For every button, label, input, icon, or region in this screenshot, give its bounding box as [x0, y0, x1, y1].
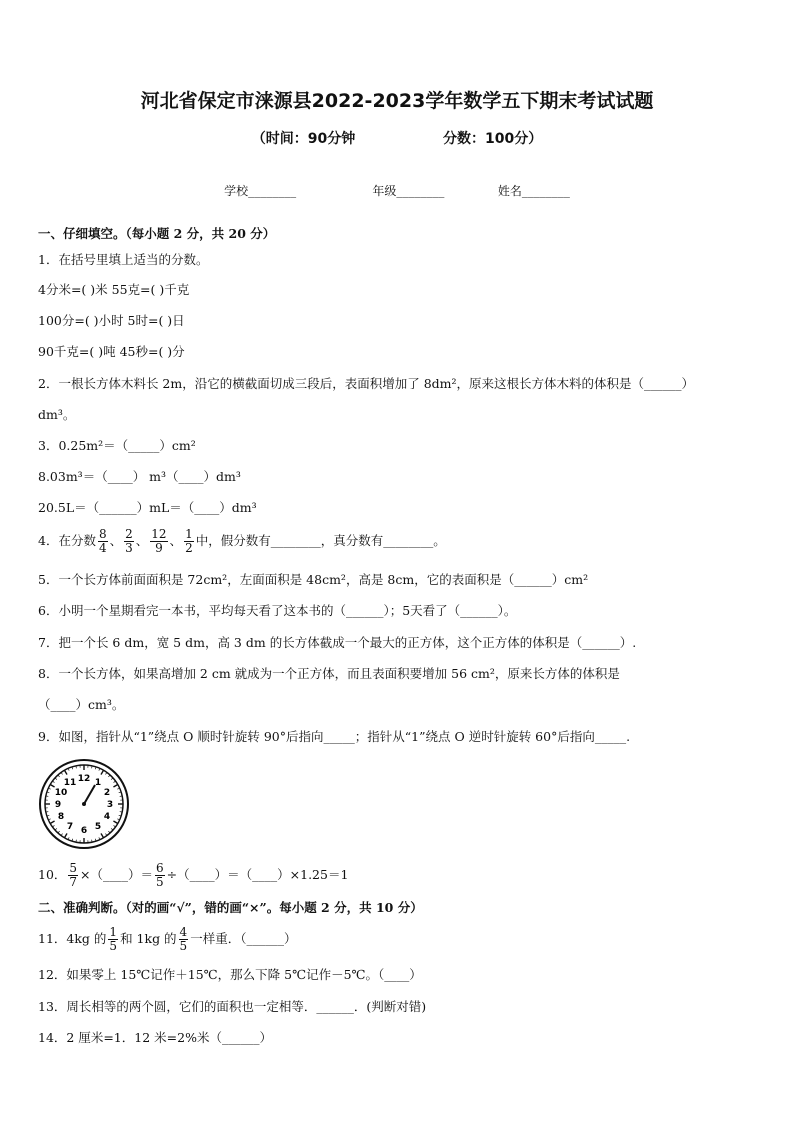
question-11-prefix: 11．4kg 的 [38, 931, 107, 946]
question-10 [38, 862, 348, 889]
clock-number-11: 11 [63, 778, 77, 788]
clock-number-2: 2 [103, 788, 111, 798]
separator: 、 [169, 533, 183, 548]
clock-number-7: 7 [66, 822, 74, 832]
question-3-part-a: 3．0.25m²＝（_____）cm² [38, 438, 196, 453]
question-2-line-2: dm³。 [38, 407, 76, 422]
clock-number-5: 5 [94, 822, 102, 832]
clock-number-4: 4 [103, 812, 111, 822]
fraction [108, 926, 118, 953]
numerator: 6 [156, 861, 164, 875]
clock-number-1: 1 [94, 778, 102, 788]
question-9: 9．如图，指针从“1”绕点 O 顺时针旋转 90°后指向_____；指针从“1”绕点 O 逆时针旋转 60°后指向_____. [38, 729, 631, 744]
numerator: 12 [151, 527, 167, 541]
question-5: 5．一个长方体前面面积是 72cm²，左面面积是 48cm²，高是 8cm，它的表面积是（______）cm² [38, 572, 589, 587]
denominator: 5 [179, 939, 188, 953]
denominator: 5 [109, 939, 118, 953]
question-10-suffix: ÷（____）＝（____）×1.25＝1 [166, 867, 349, 882]
fraction [124, 528, 134, 555]
numerator: 8 [98, 527, 107, 541]
denominator: 9 [155, 541, 163, 555]
clock-number-9: 9 [54, 800, 62, 810]
separator: 、 [109, 533, 123, 548]
student-info-line: 学校________ 年级________ 姓名________ [224, 184, 570, 198]
question-10-prefix: 10． [38, 867, 67, 882]
clock-number-8: 8 [57, 812, 65, 822]
question-11-suffix: 一样重．（______） [190, 931, 297, 946]
question-4-suffix: 中，假分数有________，真分数有________。 [195, 533, 446, 548]
separator: 、 [135, 533, 149, 548]
question-7: 7．把一个长 6 dm，宽 5 dm，高 3 dm 的长方体截成一个最大的正方体，这个正方体的体积是（______）. [38, 635, 637, 650]
clock-center-point [82, 802, 86, 806]
page-title: 河北省保定市涞源县2022-2023学年数学五下期末考试试题 [140, 90, 654, 112]
exam-time-score: （时间：90分钟 分数：100分） [251, 131, 543, 147]
fraction [184, 528, 194, 555]
question-14: 14．2 厘米=1．12 米=2%米（______） [38, 1030, 272, 1045]
section-1-heading: 一、仔细填空。（每小题 2 分，共 20 分） [38, 226, 276, 241]
question-6: 6．小明一个星期看完一本书，平均每天看了这本书的（______）；5天看了（______）。 [38, 603, 517, 618]
numerator: 4 [179, 925, 188, 939]
question-3-part-b: 8.03m³＝（____） m³（____）dm³ [38, 469, 241, 484]
section-2-heading: 二、准确判断。（对的画“√”，错的画“×”。每小题 2 分，共 10 分） [38, 900, 423, 915]
question-1-part-b: 100分=( )小时 5时=( )日 [38, 313, 185, 328]
question-1-part-c: 90千克=( )吨 45秒=( )分 [38, 344, 185, 359]
question-1-part-a: 4分米=( )米 55克=( )千克 [38, 282, 190, 297]
clock-number-10: 10 [54, 788, 68, 798]
numerator: 1 [109, 925, 118, 939]
denominator: 7 [69, 875, 78, 889]
question-10-middle: ×（____）＝ [80, 867, 154, 882]
fraction [68, 862, 78, 889]
question-2-line-1: 2．一根长方体木料长 2m，沿它的横截面切成三段后，表面积增加了 8dm²，原来这根长方体木料的体积是（______） [38, 376, 695, 391]
denominator: 4 [98, 541, 107, 555]
denominator: 5 [156, 875, 164, 889]
fraction [179, 926, 189, 953]
clock-number-12: 12 [77, 774, 91, 784]
clock-figure [38, 758, 130, 850]
question-1: 1．在括号里填上适当的分数。 [38, 252, 209, 267]
clock-number-3: 3 [106, 800, 114, 810]
question-8-line-1: 8．一个长方体，如果高增加 2 cm 就成为一个正方体，而且表面积要增加 56 cm²，原来长方体的体积是 [38, 666, 620, 681]
question-3-part-c: 20.5L＝（______）mL＝（____）dm³ [38, 500, 257, 515]
question-8-line-2: （____）cm³。 [38, 697, 125, 712]
clock-number-6: 6 [80, 826, 88, 836]
denominator: 3 [125, 541, 133, 555]
question-12: 12．如果零上 15℃记作＋15℃，那么下降 5℃记作－5℃。（____） [38, 967, 422, 982]
numerator: 1 [185, 527, 193, 541]
fraction [155, 862, 165, 889]
question-13: 13．周长相等的两个圆，它们的面积也一定相等．______．(判断对错) [38, 999, 427, 1014]
question-4 [38, 528, 446, 555]
question-11-middle: 和 1kg 的 [120, 931, 177, 946]
numerator: 2 [125, 527, 133, 541]
fraction [98, 528, 108, 555]
numerator: 5 [69, 861, 78, 875]
question-11 [38, 926, 296, 953]
fraction [150, 528, 167, 555]
question-4-prefix: 4．在分数 [38, 533, 96, 548]
denominator: 2 [185, 541, 193, 555]
